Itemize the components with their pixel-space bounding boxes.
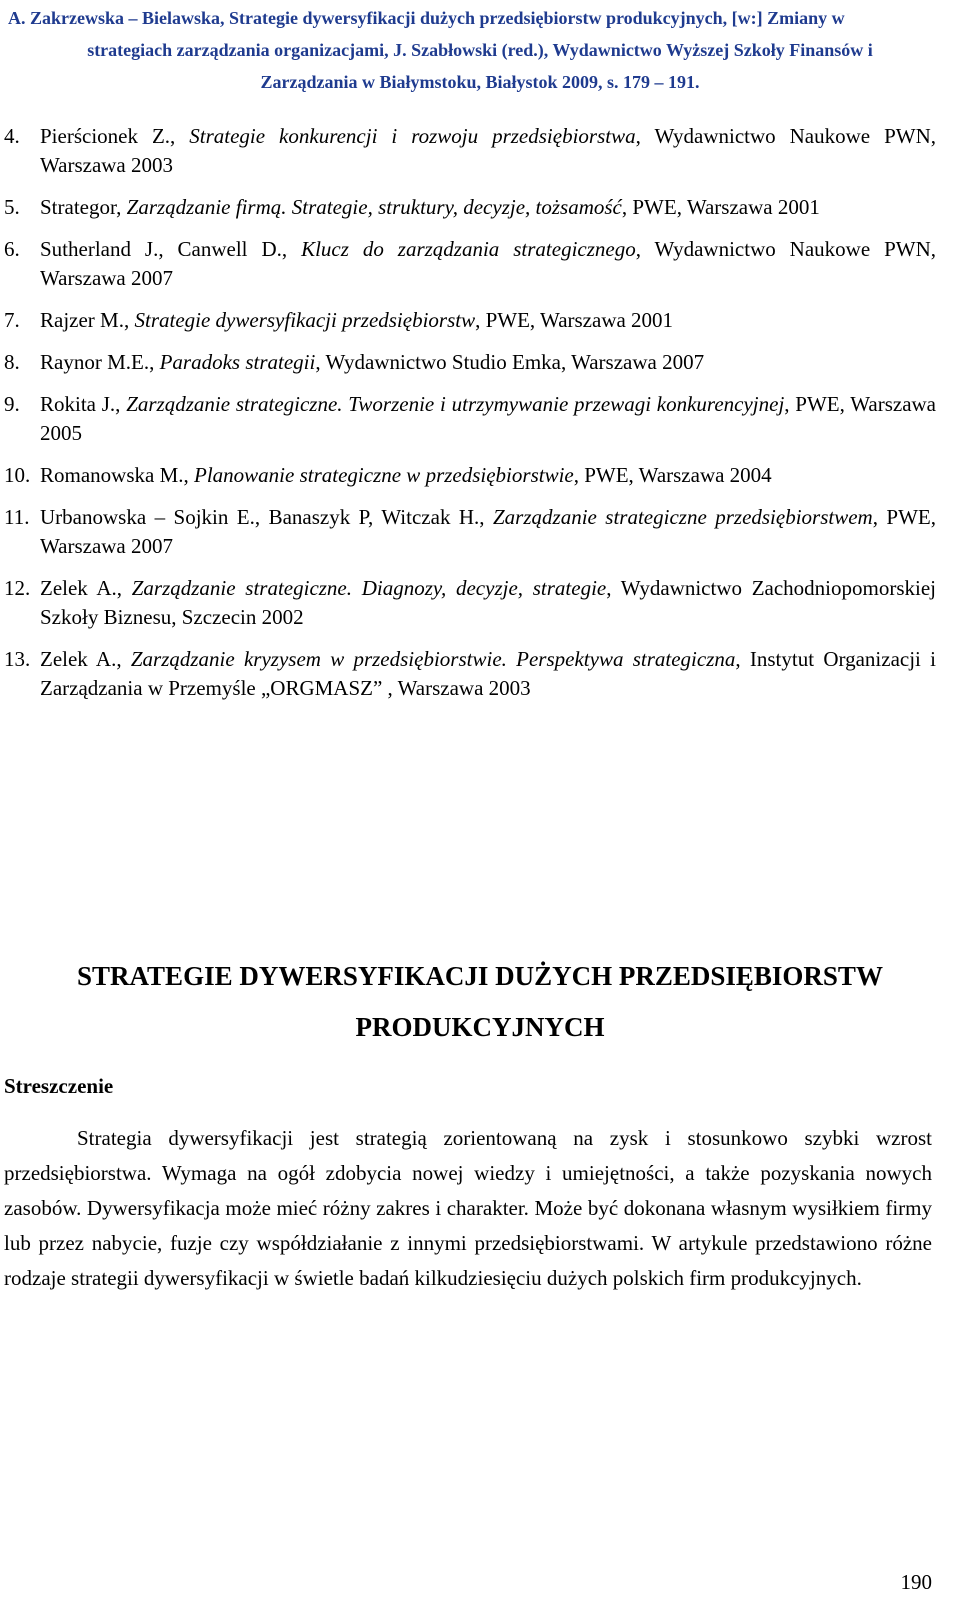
reference-number: 5. [4, 195, 20, 219]
reference-item [4, 235, 936, 293]
reference-title: Zarządzanie strategiczne. Tworzenie i utrzymywanie przewagi konkurencyjnej [126, 392, 785, 416]
reference-publisher: , PWE, Warszawa 2001 [475, 308, 674, 332]
reference-title: Klucz do zarządzania strategicznego [301, 237, 636, 261]
reference-item [4, 645, 936, 703]
reference-title: Zarządzanie strategiczne przedsiębiorstwem [493, 505, 873, 529]
reference-publisher: , PWE, Warszawa 2001 [621, 195, 820, 219]
reference-number: 13. [4, 647, 31, 671]
reference-publisher: , PWE, Warszawa 2004 [573, 463, 772, 487]
reference-publisher: , Wydawnictwo Zachodniopomorskiej Szkoły Biznesu, Szczecin 2002 [40, 576, 937, 629]
reference-item [4, 390, 936, 448]
reference-author: Sutherland J., Canwell D., [40, 237, 302, 261]
reference-publisher: , Wydawnictwo Studio Emka, Warszawa 2007 [315, 350, 705, 374]
reference-publisher: , PWE, Warszawa 2005 [40, 392, 937, 445]
reference-item [4, 306, 936, 335]
abstract-text: Strategia dywersyfikacji jest strategią zorientowaną na zysk i stosunkowo szybki wzrost przedsiębiorstwa. Wymaga na ogół zdobycia nowej wiedzy i umiejętności, a także pozyskania nowych zasobów. Dywersyfikacja może mieć różny zakres i charakter. Może być dokonana własnym wysiłkiem firmy lub przez nabycie, fuzje czy współdziałanie z innymi przedsiębiorstwami. W artykule przedstawiono różne rodzaje strategii dywersyfikacji w świetle badań kilkudziesięciu dużych polskich firm produkcyjnych. [4, 1126, 932, 1290]
reference-title: Paradoks strategii [159, 350, 316, 374]
reference-title: Zarządzanie kryzysem w przedsiębiorstwie. Perspektywa strategiczna [130, 647, 736, 671]
reference-list [4, 122, 936, 716]
reference-author: Rajzer M., [40, 308, 135, 332]
article-title [0, 951, 960, 1053]
article-title-line-2: PRODUKCYJNYCH [355, 1012, 605, 1042]
reference-item [4, 122, 936, 180]
reference-author: Rokita J., [40, 392, 127, 416]
reference-number: 9. [4, 392, 20, 416]
reference-publisher: , Wydawnictwo Naukowe PWN, Warszawa 2003 [40, 124, 936, 177]
abstract-heading: Streszczenie [4, 1074, 114, 1098]
reference-author: Strategor, [40, 195, 127, 219]
reference-author: Raynor M.E., [40, 350, 160, 374]
reference-title: Strategie dywersyfikacji przedsiębiorstw [134, 308, 476, 332]
reference-number: 11. [4, 505, 30, 529]
page-number: 190 [900, 1570, 932, 1594]
citation-header [0, 2, 960, 98]
citation-line-2: strategiach zarządzania organizacjami, J. Szabłowski (red.), Wydawnictwo Wyższej Szkoły Finansów i [87, 40, 873, 60]
reference-number: 10. [4, 463, 31, 487]
reference-number: 7. [4, 308, 20, 332]
reference-number: 6. [4, 237, 20, 261]
reference-item [4, 348, 936, 377]
reference-title: Zarządzanie firmą. Strategie, struktury, decyzje, tożsamość [126, 195, 622, 219]
reference-author: Pierścionek Z., [40, 124, 190, 148]
reference-number: 12. [4, 576, 31, 600]
reference-number: 4. [4, 124, 20, 148]
reference-item [4, 503, 936, 561]
reference-title: Strategie konkurencji i rozwoju przedsiębiorstwa [189, 124, 636, 148]
reference-title: Zarządzanie strategiczne. Diagnozy, decyzje, strategie [131, 576, 607, 600]
reference-publisher: , Instytut Organizacji i Zarządzania w Przemyśle „ORGMASZ” , Warszawa 2003 [40, 647, 936, 700]
reference-item [4, 574, 936, 632]
reference-title: Planowanie strategiczne w przedsiębiorstwie [194, 463, 574, 487]
reference-item [4, 461, 936, 490]
reference-item [4, 193, 936, 222]
reference-author: Urbanowska – Sojkin E., Banaszyk P, Witczak H., [40, 505, 493, 529]
citation-line-1: A. Zakrzewska – Bielawska, Strategie dywersyfikacji dużych przedsiębiorstw produkcyjnych, [w:] Zmiany w [8, 8, 845, 28]
article-title-line-1: STRATEGIE DYWERSYFIKACJI DUŻYCH PRZEDSIĘBIORSTW [77, 961, 883, 991]
reference-publisher: , Wydawnictwo Naukowe PWN, Warszawa 2007 [40, 237, 936, 290]
citation-line-3: Zarządzania w Białymstoku, Białystok 2009, s. 179 – 191. [260, 72, 700, 92]
reference-author: Romanowska M., [40, 463, 194, 487]
reference-publisher: , PWE, Warszawa 2007 [40, 505, 936, 558]
reference-number: 8. [4, 350, 20, 374]
reference-author: Zelek A., [40, 647, 131, 671]
reference-author: Zelek A., [40, 576, 132, 600]
